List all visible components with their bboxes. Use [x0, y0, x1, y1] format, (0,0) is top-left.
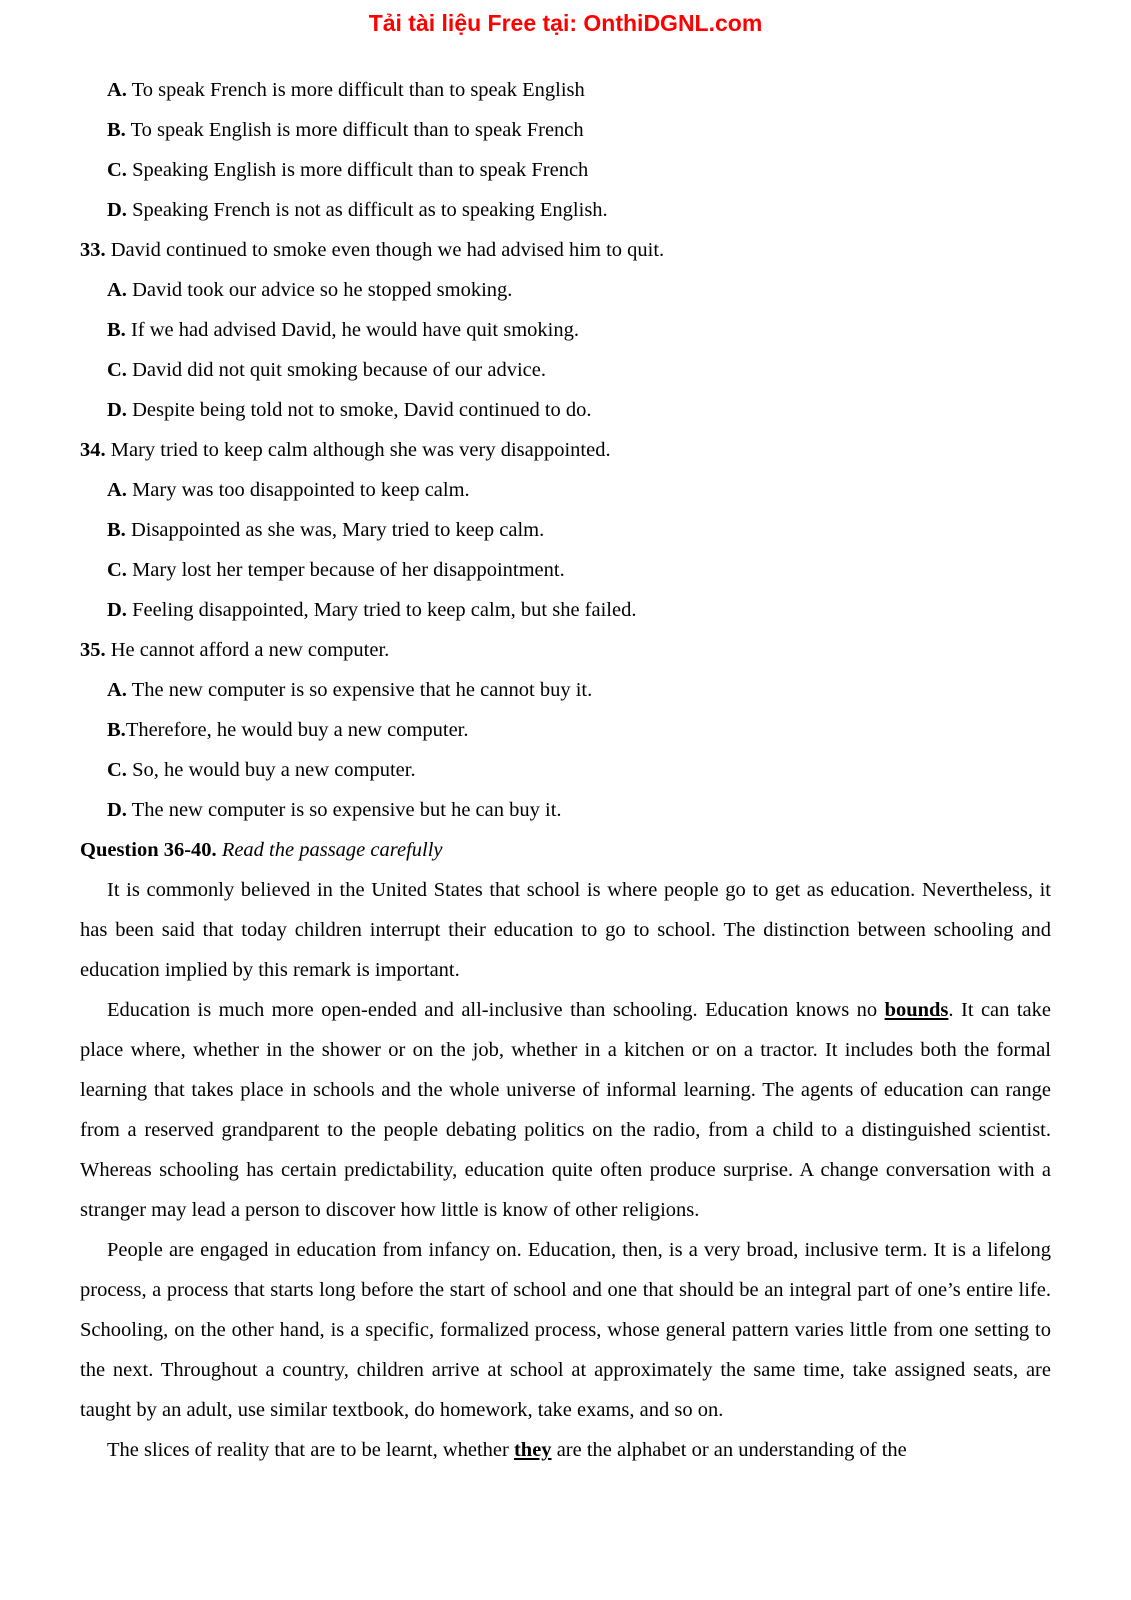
emphasized-word: bounds: [884, 999, 949, 1021]
paragraph-text: It is commonly believed in the United States that school is where people go to get as education. Nevertheless, it has been said that today children interrupt their education to go to school. The distinction between schooling and education implied by this remark is important.: [80, 879, 1051, 981]
option-text: Mary was too disappointed to keep calm.: [126, 479, 470, 501]
passage-paragraph: [80, 870, 1051, 990]
answer-option: [80, 750, 1051, 790]
passage-paragraph: [80, 1230, 1051, 1430]
option-text: If we had advised David, he would have quit smoking.: [125, 319, 579, 341]
option-label: C.: [107, 359, 127, 381]
option-label: C.: [107, 159, 127, 181]
document-content: [80, 70, 1051, 1470]
option-label: B.: [107, 119, 126, 141]
paragraph-text: are the alphabet or an understanding of the: [551, 1439, 907, 1461]
question-stem: [80, 630, 1051, 670]
option-text: David did not quit smoking because of our advice.: [126, 359, 546, 381]
answer-option: [80, 150, 1051, 190]
paragraph-text: The slices of reality that are to be learnt, whether: [107, 1439, 514, 1461]
answer-option: [80, 110, 1051, 150]
option-label: A.: [107, 79, 127, 101]
option-label: B.: [107, 719, 126, 741]
answer-option: [80, 590, 1051, 630]
option-label: B.: [107, 319, 126, 341]
option-text: Mary lost her temper because of her disappointment.: [126, 559, 565, 581]
answer-option: [80, 470, 1051, 510]
answer-option: [80, 390, 1051, 430]
option-text: To speak French is more difficult than to speak English: [126, 79, 585, 101]
option-label: D.: [107, 199, 127, 221]
option-label: D.: [107, 599, 127, 621]
paragraph-text: Education is much more open-ended and all-inclusive than schooling. Education knows no: [107, 999, 885, 1021]
passage-paragraph: [80, 1430, 1051, 1470]
answer-option: [80, 190, 1051, 230]
passage-paragraph: [80, 990, 1051, 1230]
option-text: Therefore, he would buy a new computer.: [125, 719, 469, 741]
option-text: To speak English is more difficult than to speak French: [125, 119, 584, 141]
option-label: D.: [107, 799, 127, 821]
answer-option: [80, 310, 1051, 350]
answer-option: [80, 270, 1051, 310]
answer-option: [80, 350, 1051, 390]
question-number: 35.: [80, 639, 106, 661]
emphasized-word: they: [513, 1439, 552, 1461]
option-label: A.: [107, 679, 127, 701]
answer-option: [80, 790, 1051, 830]
option-text: The new computer is so expensive but he can buy it.: [126, 799, 562, 821]
option-label: C.: [107, 759, 127, 781]
passage-heading-instruction: Read the passage carefully: [216, 839, 443, 861]
stem-text: He cannot afford a new computer.: [105, 639, 390, 661]
question-number: 33.: [80, 239, 106, 261]
option-text: Speaking French is not as difficult as to speaking English.: [126, 199, 608, 221]
answer-option: [80, 670, 1051, 710]
question-number: 34.: [80, 439, 106, 461]
option-text: David took our advice so he stopped smoking.: [126, 279, 513, 301]
passage-heading-label: Question 36-40.: [80, 839, 217, 861]
answer-option: [80, 510, 1051, 550]
paragraph-text: . It can take place where, whether in the shower or on the job, whether in a kitchen or on a tractor. It includes both the formal learning that takes place in schools and the whole universe of informal learning. The agents of education can range from a reserved grandparent to the people debating politics on the radio, from a child to a distinguished scientist. Whereas schooling has certain predictability, education quite often produce surprise. A change conversation with a stranger may lead a person to discover how little is know of other religions.: [80, 999, 1051, 1221]
option-text: Despite being told not to smoke, David continued to do.: [126, 399, 592, 421]
paragraph-text: People are engaged in education from infancy on. Education, then, is a very broad, inclusive term. It is a lifelong process, a process that starts long before the start of school and one that should be an integral part of one’s entire life. Schooling, on the other hand, is a specific, formalized process, whose general pattern varies little from one setting to the next. Throughout a country, children arrive at school at approximately the same time, take assigned seats, are taught by an adult, use similar textbook, do homework, take exams, and so on.: [80, 1239, 1051, 1421]
option-label: C.: [107, 559, 127, 581]
option-text: Speaking English is more difficult than to speak French: [126, 159, 589, 181]
option-label: B.: [107, 519, 126, 541]
question-stem: [80, 230, 1051, 270]
question-stem: [80, 430, 1051, 470]
passage-heading: [80, 830, 1051, 870]
option-label: A.: [107, 479, 127, 501]
option-text: So, he would buy a new computer.: [126, 759, 416, 781]
watermark-header: Tải tài liệu Free tại: OnthiDGNL.com: [368, 10, 763, 36]
answer-option: [80, 710, 1051, 750]
stem-text: Mary tried to keep calm although she was very disappointed.: [105, 439, 611, 461]
option-text: The new computer is so expensive that he cannot buy it.: [126, 679, 593, 701]
option-label: D.: [107, 399, 127, 421]
option-label: A.: [107, 279, 127, 301]
stem-text: David continued to smoke even though we had advised him to quit.: [105, 239, 665, 261]
answer-option: [80, 550, 1051, 590]
option-text: Feeling disappointed, Mary tried to keep calm, but she failed.: [126, 599, 637, 621]
answer-option: [80, 70, 1051, 110]
option-text: Disappointed as she was, Mary tried to keep calm.: [125, 519, 545, 541]
